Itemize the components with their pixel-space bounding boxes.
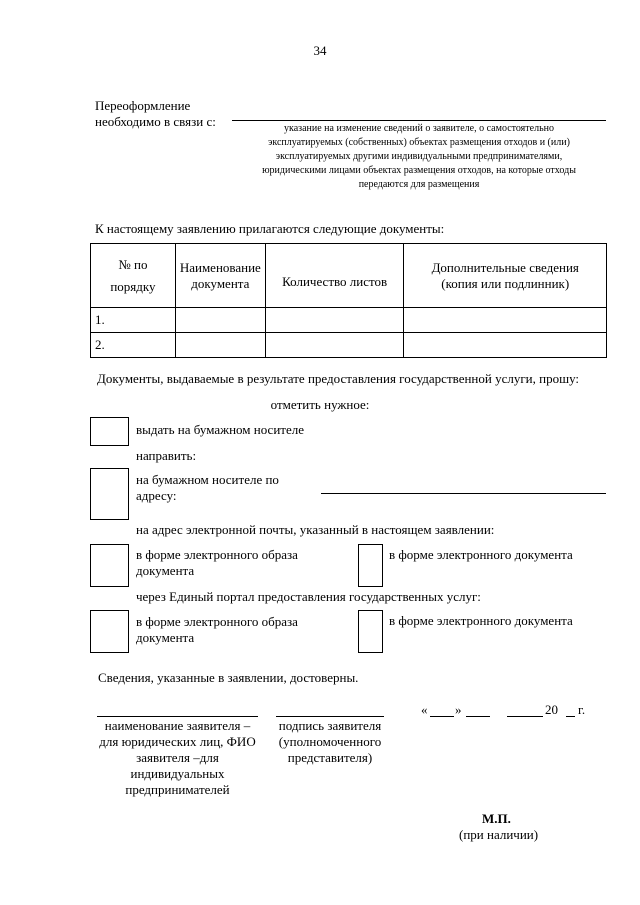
header-sheet-count (265, 244, 404, 308)
reissue-reason-field[interactable] (232, 120, 606, 121)
page-number: 34 (313, 43, 327, 58)
portal-image-label-line2: документа (136, 630, 195, 645)
applicant-caption-line: предпринимателей (125, 782, 230, 797)
reissue-hint-line: передаются для размещения (358, 179, 480, 190)
date-close-quote: » (455, 702, 462, 717)
applicant-name-caption (95, 718, 260, 798)
confirmation-text: Сведения, указанные в заявлении, достоверны. (98, 670, 359, 685)
email-image-label-line2: документа (136, 563, 195, 578)
portal-intro: через Единый портал предоставления государственных услуг: (136, 589, 481, 604)
date-year-prefix: 20 (545, 702, 558, 717)
signature-caption-line: (уполномоченного (278, 734, 382, 749)
header-extra-info (404, 244, 607, 308)
cell-extra-info[interactable] (404, 308, 607, 333)
attachments-table (90, 243, 607, 358)
reissue-label-line1: Переоформление (95, 98, 191, 113)
reissue-hint-line: эксплуатируемых другими индивидуальными предпринимателями, (275, 151, 563, 162)
date-month-field-a[interactable] (466, 716, 490, 717)
header-number (91, 244, 176, 308)
header-extra-info-line2: (копия или подлинник) (441, 275, 570, 291)
reissue-label-line2: необходимо в связи с: (95, 114, 216, 129)
signature-field[interactable] (276, 716, 384, 717)
address-field[interactable] (321, 493, 606, 494)
portal-image-checkbox[interactable] (90, 610, 129, 653)
date-month-field[interactable] (507, 716, 543, 717)
table-header-row (91, 244, 607, 308)
applicant-caption-line: индивидуальных (130, 766, 225, 781)
header-sheet-count-label: Количество листов (282, 273, 388, 289)
cell-doc-name[interactable] (175, 333, 265, 358)
send-label: направить: (136, 448, 197, 463)
signature-caption (268, 718, 392, 766)
cell-sheet-count[interactable] (265, 308, 404, 333)
header-doc-name (175, 244, 265, 308)
delivery-mark-hint: отметить нужное: (270, 397, 370, 412)
signature-caption-line: подпись заявителя (278, 718, 382, 733)
reissue-hint-line: указание на изменение сведений о заявителе, о самостоятельно (284, 123, 554, 134)
row-number: 1. (91, 308, 176, 333)
portal-document-label: в форме электронного документа (389, 613, 573, 628)
paper-checkbox[interactable] (90, 417, 129, 446)
paper-option-label: выдать на бумажном носителе (136, 422, 304, 437)
signature-caption-line: представителя) (287, 750, 373, 765)
delivery-intro: Документы, выдаваемые в результате предоставления государственной услуги, прошу: (97, 371, 580, 386)
email-image-label-line1: в форме электронного образа (136, 547, 298, 562)
email-document-checkbox[interactable] (358, 544, 383, 587)
header-number-line2: порядку (110, 278, 156, 294)
applicant-caption-line: наименование заявителя – (104, 718, 251, 733)
cell-extra-info[interactable] (404, 333, 607, 358)
reissue-hint-line: юридическими лицами объектах размещения отходов, на которые отходы (262, 165, 576, 176)
paper-address-label-line2: адресу: (136, 488, 177, 503)
table-row (91, 333, 607, 358)
date-open-quote: « (421, 702, 428, 717)
email-document-label: в форме электронного документа (389, 547, 573, 562)
portal-document-checkbox[interactable] (358, 610, 383, 653)
reissue-hint (232, 122, 606, 192)
stamp-label: М.П. (482, 811, 511, 826)
cell-sheet-count[interactable] (265, 333, 404, 358)
header-extra-info-line1: Дополнительные сведения (431, 259, 579, 275)
email-image-checkbox[interactable] (90, 544, 129, 587)
applicant-caption-line: заявителя –для (136, 750, 219, 765)
reissue-hint-line: эксплуатируемых (собственных) объектах размещения отходов и (или) (268, 137, 570, 148)
header-doc-name-line2: документа (191, 275, 250, 291)
paper-address-label-line1: на бумажном носителе по (136, 472, 279, 487)
date-year-suffix: г. (578, 702, 586, 717)
stamp-note: (при наличии) (459, 827, 539, 842)
portal-image-label-line1: в форме электронного образа (136, 614, 298, 629)
cell-doc-name[interactable] (175, 308, 265, 333)
applicant-caption-line: для юридических лиц, ФИО (99, 734, 256, 749)
date-year-field[interactable] (566, 716, 575, 717)
attachments-intro: К настоящему заявлению прилагаются следующие документы: (95, 221, 445, 236)
email-intro: на адрес электронной почты, указанный в настоящем заявлении: (136, 522, 495, 537)
header-doc-name-line1: Наименование (179, 259, 261, 275)
row-number: 2. (91, 333, 176, 358)
paper-address-checkbox[interactable] (90, 468, 129, 520)
table-row (91, 308, 607, 333)
header-number-line1: № по (118, 256, 148, 272)
applicant-name-field[interactable] (97, 716, 258, 717)
date-day-field[interactable] (430, 716, 454, 717)
